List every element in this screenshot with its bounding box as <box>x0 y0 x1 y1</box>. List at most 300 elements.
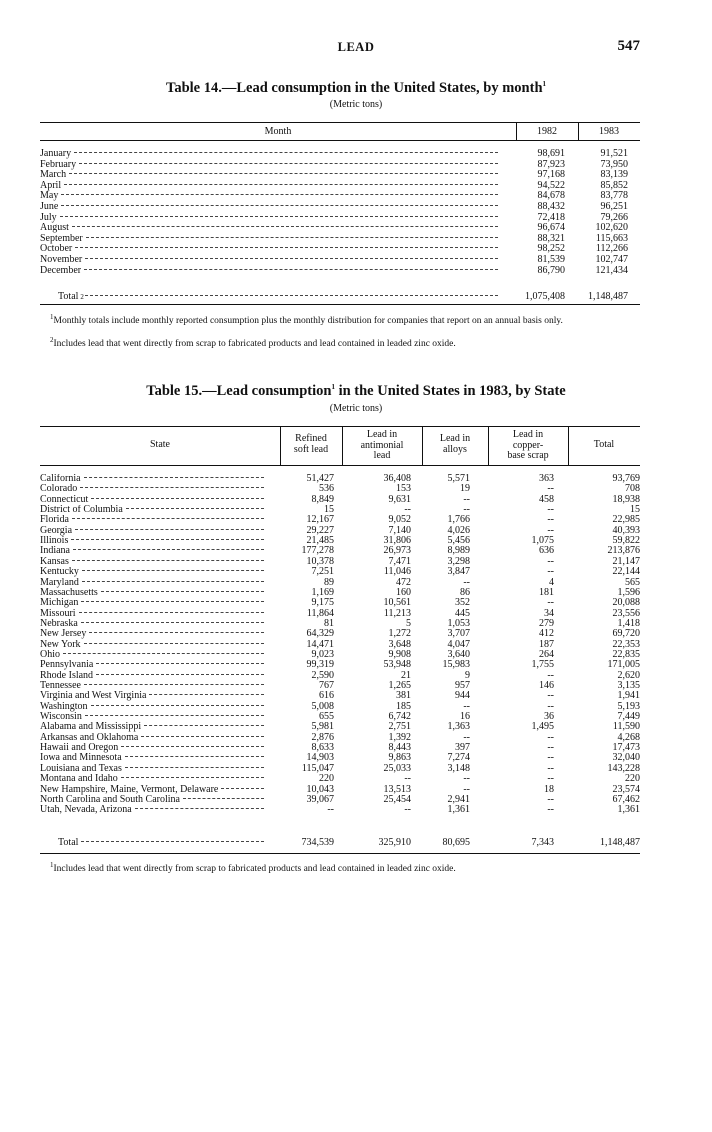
value-1982: 88,432 <box>537 201 565 212</box>
table15-title-mark: 1 <box>331 383 335 392</box>
value-total: 171,005 <box>607 659 640 671</box>
state-label <box>40 795 264 805</box>
state-label <box>40 691 264 701</box>
value-alloys: 1,363 <box>447 721 470 733</box>
value-refined: 10,378 <box>306 555 334 567</box>
value-copper: 1,755 <box>531 659 554 671</box>
state-label-text: Iowa and Minnesota <box>40 753 122 764</box>
table14-footnote-2 <box>40 335 640 351</box>
value-1983: 73,950 <box>600 158 628 170</box>
leader-dots <box>75 529 264 530</box>
table15-title-post: in the United States in 1983, by State <box>334 383 566 399</box>
state-label <box>40 774 264 784</box>
month-label <box>40 223 498 234</box>
value-antimonial: 1,265 <box>388 680 411 691</box>
leader-dots <box>86 237 498 238</box>
value-total: 93,769 <box>612 473 640 484</box>
value-antimonial: -- <box>404 804 411 816</box>
state-label <box>40 484 264 494</box>
table15-header-copper-l1: Lead in <box>512 429 544 440</box>
table14-footnote-1-mark: 1 <box>50 312 54 321</box>
value-1983: 83,778 <box>600 190 628 202</box>
state-label-text: Massachusetts <box>40 587 98 598</box>
table-row <box>40 202 640 213</box>
leader-dots <box>85 258 498 259</box>
value-total: 220 <box>625 773 640 785</box>
table15-unit: (Metric tons) <box>329 403 383 414</box>
value-total: 67,462 <box>612 793 640 805</box>
value-refined: 10,043 <box>306 783 334 795</box>
table14-footnote-2-text: Includes lead that went directly from scrap to fabricated products and lead contained in leaded zinc oxide. <box>53 339 456 349</box>
value-refined: 9,023 <box>311 648 334 660</box>
value-1982: 87,923 <box>537 158 565 170</box>
month-label <box>40 255 498 266</box>
value-antimonial: 53,948 <box>383 659 411 671</box>
total-label-text: Total <box>58 292 79 302</box>
value-total: 7,449 <box>617 711 640 723</box>
state-label-text: New Jersey <box>40 629 87 640</box>
value-refined: -- <box>327 804 334 816</box>
state-label-text: Connecticut <box>40 494 89 505</box>
value-copper: 412 <box>539 628 554 640</box>
value-alloys: 3,640 <box>447 648 470 660</box>
value-total: 143,228 <box>607 762 640 774</box>
state-label-text: Virginia and West Virginia <box>40 691 147 702</box>
leader-dots <box>63 653 264 654</box>
state-label <box>40 805 264 815</box>
state-label-text: Kentucky <box>40 567 79 578</box>
table14-header-rule <box>40 140 640 141</box>
total-refined: 734,539 <box>301 837 334 848</box>
value-alloys: 944 <box>455 690 470 702</box>
leader-dots <box>81 601 264 602</box>
state-label-text: Michigan <box>40 598 79 609</box>
value-1983: 96,251 <box>600 201 628 212</box>
table14-title-mark: 1 <box>542 80 547 89</box>
leader-dots <box>101 591 264 592</box>
leader-dots <box>183 798 264 799</box>
leader-dots <box>96 674 264 675</box>
state-label <box>40 722 264 732</box>
value-antimonial: -- <box>404 504 411 516</box>
total-label-text: Total <box>58 838 79 848</box>
value-refined: 99,319 <box>306 659 334 671</box>
leader-dots <box>84 269 498 270</box>
leader-dots <box>73 549 264 550</box>
value-antimonial: 31,806 <box>383 535 411 547</box>
leader-dots <box>81 622 264 623</box>
table14-title <box>0 80 712 97</box>
month-label-text: April <box>40 180 62 191</box>
leader-dots <box>61 205 498 206</box>
value-antimonial: 160 <box>396 586 411 598</box>
leader-dots <box>96 663 264 664</box>
total-alloys: 80,695 <box>442 837 470 848</box>
value-total: 17,473 <box>612 742 640 754</box>
table-row <box>40 266 640 277</box>
value-alloys: 3,298 <box>447 555 470 567</box>
table15-header-divider <box>568 427 569 465</box>
state-label-text: Ohio <box>40 649 60 660</box>
table15-header-copper <box>488 430 568 462</box>
value-total: 21,147 <box>612 555 640 567</box>
value-total: 23,556 <box>612 607 640 619</box>
month-label-text: September <box>40 233 83 244</box>
month-label <box>40 244 498 255</box>
value-copper: 458 <box>539 493 554 505</box>
value-copper: -- <box>547 804 554 816</box>
value-antimonial: 11,046 <box>383 566 411 578</box>
value-alloys: 957 <box>455 680 470 691</box>
state-label <box>40 753 264 763</box>
month-label-text: July <box>40 212 57 223</box>
value-total: 2,620 <box>617 669 640 681</box>
state-label <box>40 495 264 505</box>
table14-footnote-2-mark: 2 <box>50 335 54 344</box>
table-row <box>40 598 640 608</box>
state-label <box>40 785 264 795</box>
leader-dots <box>82 570 264 571</box>
month-label-text: February <box>40 159 77 170</box>
table14-header-1983: 1983 <box>599 126 619 137</box>
value-refined: 536 <box>319 483 334 495</box>
total-copper: 7,343 <box>531 837 554 848</box>
value-alloys: -- <box>463 731 470 743</box>
table14-header-divider <box>578 123 579 140</box>
state-label <box>40 671 264 681</box>
table15-total-row <box>40 838 640 849</box>
state-label <box>40 578 264 588</box>
value-total: 23,574 <box>612 783 640 795</box>
table15-top-rule <box>40 426 640 427</box>
value-refined: 616 <box>319 690 334 702</box>
value-alloys: -- <box>463 504 470 516</box>
month-label <box>40 234 498 245</box>
value-refined: 12,167 <box>306 514 334 526</box>
value-alloys: 5,456 <box>447 535 470 547</box>
month-label <box>40 191 498 202</box>
table15-header-refined-l1: Refined <box>295 433 327 444</box>
leader-dots <box>82 581 264 582</box>
value-refined: 177,278 <box>301 545 334 557</box>
value-total: 4,268 <box>617 731 640 743</box>
table14-footnote-1-text: Monthly totals include monthly reported consumption plus the monthly distribution for companies that report on an annual basis only. <box>53 316 563 326</box>
value-alloys: 3,707 <box>447 628 470 640</box>
value-alloys: 15,983 <box>442 659 470 671</box>
value-alloys: 19 <box>460 483 470 495</box>
value-alloys: 7,274 <box>447 752 470 764</box>
leader-dots <box>75 247 498 248</box>
value-refined: 7,251 <box>311 566 334 578</box>
value-alloys: 4,047 <box>447 638 470 650</box>
value-total: 22,985 <box>612 514 640 526</box>
total-total: 1,148,487 <box>600 837 640 848</box>
table14-bottom-rule <box>40 304 640 305</box>
leader-dots <box>84 477 264 478</box>
state-label <box>40 546 264 556</box>
value-antimonial: 1,392 <box>388 731 411 743</box>
value-alloys: 1,053 <box>447 617 470 629</box>
value-1983: 121,434 <box>595 264 628 276</box>
state-label-text: New Hampshire, Maine, Vermont, Delaware <box>40 784 219 795</box>
value-antimonial: 381 <box>396 690 411 702</box>
state-label-text: Georgia <box>40 525 73 536</box>
state-label <box>40 536 264 546</box>
value-refined: 64,329 <box>306 628 334 640</box>
month-label-text: March <box>40 170 67 181</box>
value-1982: 98,691 <box>537 148 565 159</box>
table-row <box>40 255 640 266</box>
value-1983: 102,620 <box>595 222 628 234</box>
table15-header-antimonial-l2: antimonial <box>360 439 404 451</box>
state-label-text: Rhode Island <box>40 670 94 681</box>
table15-header-rule <box>40 465 640 466</box>
running-head <box>0 38 712 58</box>
value-copper: -- <box>547 742 554 754</box>
state-label-text: Arkansas and Oklahoma <box>40 732 139 743</box>
leader-dots <box>125 756 264 757</box>
value-refined: 39,067 <box>306 793 334 805</box>
table14-total-row <box>40 292 640 303</box>
table15-footnote-text: Includes lead that went directly from scrap to fabricated products and lead contained in leaded zinc oxide. <box>53 864 456 874</box>
value-1982: 94,522 <box>537 179 565 191</box>
value-copper: 18 <box>544 783 554 795</box>
leader-dots <box>121 777 264 778</box>
month-label <box>40 181 498 192</box>
table14-footnote-1 <box>40 312 640 328</box>
value-copper: 36 <box>544 711 554 723</box>
value-alloys: 3,148 <box>447 762 470 774</box>
value-copper: -- <box>547 566 554 578</box>
value-1982: 72,418 <box>537 211 565 223</box>
month-label <box>40 213 498 224</box>
month-label-text: October <box>40 244 73 255</box>
value-alloys: 16 <box>460 711 470 723</box>
value-copper: 34 <box>544 607 554 619</box>
leader-dots <box>79 163 498 164</box>
month-label-text: May <box>40 191 59 202</box>
value-copper: -- <box>547 731 554 743</box>
state-label-text: Louisiana and Texas <box>40 763 122 774</box>
value-alloys: -- <box>463 576 470 588</box>
value-copper: 279 <box>539 617 554 629</box>
value-antimonial: 7,471 <box>388 555 411 567</box>
value-alloys: -- <box>463 700 470 712</box>
value-copper: 363 <box>539 473 554 484</box>
state-label <box>40 609 264 619</box>
table15-header-antimonial-l3: lead <box>373 450 391 461</box>
value-alloys: 3,847 <box>447 566 470 578</box>
value-alloys: 397 <box>455 742 470 754</box>
state-label-text: Montana and Idaho <box>40 774 118 785</box>
table-row <box>40 149 640 160</box>
value-antimonial: 3,648 <box>388 638 411 650</box>
value-total: 1,361 <box>617 804 640 816</box>
value-alloys: 5,571 <box>447 473 470 484</box>
value-1982: 84,678 <box>537 190 565 202</box>
state-label <box>40 474 264 484</box>
table15-header-divider <box>488 427 489 465</box>
value-refined: 5,008 <box>311 700 334 712</box>
value-antimonial: 2,751 <box>388 721 411 733</box>
value-antimonial: 9,863 <box>388 752 411 764</box>
value-total: 69,720 <box>612 628 640 640</box>
leader-dots <box>84 684 264 685</box>
state-label <box>40 557 264 567</box>
state-label-text: Washington <box>40 701 88 712</box>
month-label-text: August <box>40 223 69 234</box>
state-label-text: Nebraska <box>40 618 78 629</box>
value-refined: 1,169 <box>311 586 334 598</box>
leader-dots <box>72 226 498 227</box>
value-antimonial: 185 <box>396 700 411 712</box>
value-refined: 9,175 <box>311 597 334 609</box>
table14-header-divider <box>516 123 517 140</box>
state-label <box>40 681 264 691</box>
table15-header-divider <box>422 427 423 465</box>
value-copper: -- <box>547 773 554 785</box>
value-total: 708 <box>625 483 640 495</box>
value-copper: -- <box>547 514 554 526</box>
value-1982: 86,790 <box>537 264 565 276</box>
total-1982: 1,075,408 <box>525 291 565 302</box>
value-1983: 112,266 <box>595 243 628 255</box>
value-total: 22,835 <box>612 648 640 660</box>
value-1983: 79,266 <box>600 211 628 223</box>
leader-dots <box>141 736 264 737</box>
value-total: 59,822 <box>612 535 640 547</box>
table14-header-row <box>40 123 640 141</box>
month-label-text: June <box>40 202 59 212</box>
value-alloys: 86 <box>460 586 470 598</box>
leader-dots <box>74 152 498 153</box>
value-total: 32,040 <box>612 752 640 764</box>
value-refined: 14,471 <box>306 638 334 650</box>
value-antimonial: 21 <box>401 669 411 681</box>
state-label-text: Tennessee <box>40 681 81 691</box>
value-refined: 2,876 <box>311 731 334 743</box>
leader-dots <box>80 487 264 488</box>
state-label-text: Alabama and Mississippi <box>40 722 142 733</box>
state-label <box>40 743 264 753</box>
month-label <box>40 170 498 181</box>
value-antimonial: 9,908 <box>388 648 411 660</box>
table15-bottom-rule <box>40 853 640 854</box>
state-label <box>40 764 264 774</box>
state-label <box>40 629 264 639</box>
value-1983: 85,852 <box>600 179 628 191</box>
value-refined: 15 <box>324 504 334 516</box>
value-refined: 2,590 <box>311 669 334 681</box>
state-label <box>40 567 264 577</box>
value-copper: -- <box>547 752 554 764</box>
state-label-text: Colorado <box>40 484 78 495</box>
table15-header-alloys-l2: alloys <box>443 443 467 455</box>
page-number: 547 <box>617 38 640 54</box>
value-refined: 51,427 <box>306 473 334 484</box>
value-total: 22,144 <box>612 566 640 578</box>
value-copper: -- <box>547 483 554 495</box>
table15-header-total: Total <box>593 439 615 450</box>
value-1982: 96,674 <box>537 222 565 234</box>
value-refined: 767 <box>319 680 334 691</box>
state-label-text: Wisconsin <box>40 712 82 723</box>
value-copper: -- <box>547 690 554 702</box>
value-refined: 14,903 <box>306 752 334 764</box>
value-antimonial: 153 <box>396 483 411 495</box>
value-refined: 655 <box>319 711 334 723</box>
value-total: 40,393 <box>612 524 640 536</box>
value-copper: 187 <box>539 638 554 650</box>
leader-dots <box>79 612 264 613</box>
value-total: 565 <box>625 576 640 588</box>
state-label <box>40 505 264 515</box>
value-refined: 220 <box>319 773 334 785</box>
value-antimonial: 5 <box>406 617 411 629</box>
state-label <box>40 598 264 608</box>
value-copper: -- <box>547 793 554 805</box>
state-label <box>40 702 264 712</box>
leader-dots <box>89 632 264 633</box>
table15-header-antimonial <box>342 430 422 462</box>
state-label-text: Florida <box>40 515 69 526</box>
state-label-text: Hawaii and Oregon <box>40 743 119 754</box>
value-copper: 181 <box>539 586 554 598</box>
value-alloys: 352 <box>455 597 470 609</box>
value-copper: -- <box>547 597 554 609</box>
state-label-text: Pennsylvania <box>40 660 94 671</box>
value-alloys: 8,989 <box>447 545 470 557</box>
table15-header-alloys-l1: Lead in <box>439 433 471 444</box>
value-copper: 1,075 <box>531 535 554 547</box>
leader-dots <box>64 184 498 185</box>
leader-dots <box>135 808 264 809</box>
state-label-text: Illinois <box>40 536 69 547</box>
value-copper: 146 <box>539 680 554 691</box>
state-label-text: Maryland <box>40 577 79 588</box>
running-head-title: LEAD <box>337 40 375 54</box>
value-total: 1,418 <box>617 617 640 629</box>
state-label-text: Kansas <box>40 556 69 567</box>
value-antimonial: 13,513 <box>383 783 411 795</box>
value-alloys: 4,026 <box>447 524 470 536</box>
leader-dots <box>125 767 264 768</box>
leader-dots <box>60 216 498 217</box>
value-antimonial: 7,140 <box>388 524 411 536</box>
table15-header-refined-l2: soft lead <box>293 443 329 455</box>
table15-header-state: State <box>150 439 170 450</box>
value-refined: 29,227 <box>306 524 334 536</box>
table14-title-text: Table 14.—Lead consumption in the United States, by month <box>165 80 543 96</box>
leader-dots <box>61 194 498 195</box>
month-label-text: December <box>40 265 82 276</box>
value-antimonial: 36,408 <box>383 473 411 484</box>
state-label <box>40 640 264 650</box>
table15-header-copper-l3: base scrap <box>507 450 549 461</box>
value-antimonial: 6,742 <box>388 711 411 723</box>
total-antimonial: 325,910 <box>378 837 411 848</box>
value-copper: -- <box>547 504 554 516</box>
total-1983: 1,148,487 <box>588 291 628 302</box>
leader-dots <box>149 694 264 695</box>
state-label <box>40 588 264 598</box>
month-label <box>40 266 498 277</box>
value-refined: 21,485 <box>306 535 334 547</box>
value-1982: 81,539 <box>537 254 565 265</box>
value-alloys: 1,766 <box>447 514 470 526</box>
value-1983: 102,747 <box>595 254 628 265</box>
state-label <box>40 526 264 536</box>
